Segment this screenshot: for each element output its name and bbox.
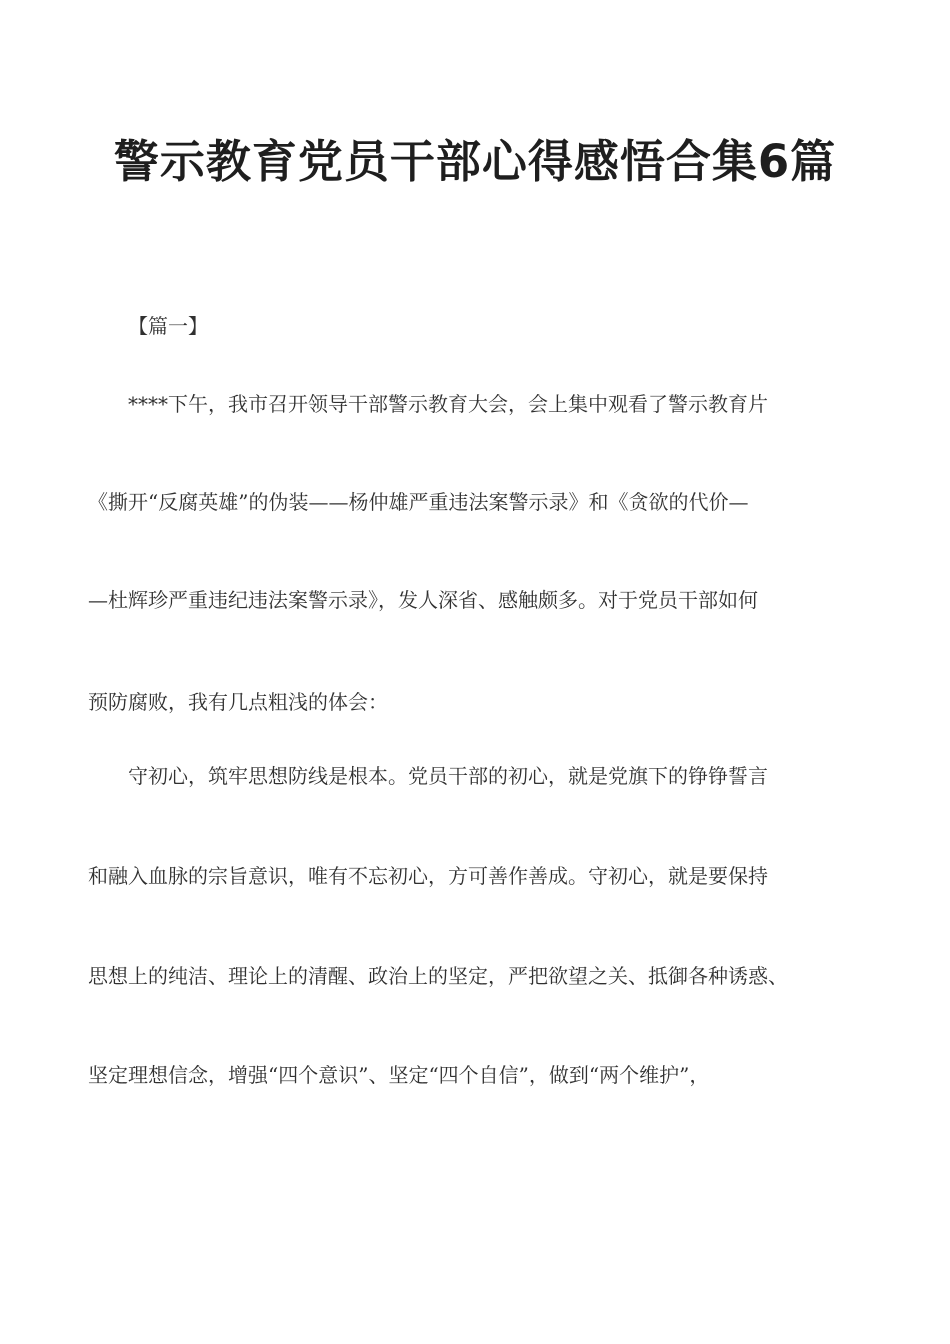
paragraph-line: 和融入血脉的宗旨意识，唯有不忘初心，方可善作善成。守初心，就是要保持 [88, 864, 768, 888]
paragraph-line: 《撕开“反腐英雄”的伪装——杨仲雄严重违法案警示录》和《贪欲的代价— [88, 490, 749, 514]
paragraph-line: 守初心，筑牢思想防线是根本。党员干部的初心，就是党旗下的铮铮誓言 [128, 764, 768, 788]
paragraph-line: 坚定理想信念，增强“四个意识”、坚定“四个自信”，做到“两个维护”， [88, 1063, 710, 1087]
paragraph-line: 思想上的纯洁、理论上的清醒、政治上的坚定，严把欲望之关、抵御各种诱惑、 [88, 964, 788, 988]
section-label: 【篇一】 [128, 314, 208, 338]
paragraph-line: —杜辉珍严重违纪违法案警示录》，发人深省、感触颇多。对于党员干部如何 [88, 588, 758, 612]
document-title: 警示教育党员干部心得感悟合集6篇 [113, 135, 837, 188]
paragraph-line: ****下午，我市召开领导干部警示教育大会，会上集中观看了警示教育片 [128, 392, 768, 416]
paragraph-line: 预防腐败，我有几点粗浅的体会： [88, 690, 388, 714]
